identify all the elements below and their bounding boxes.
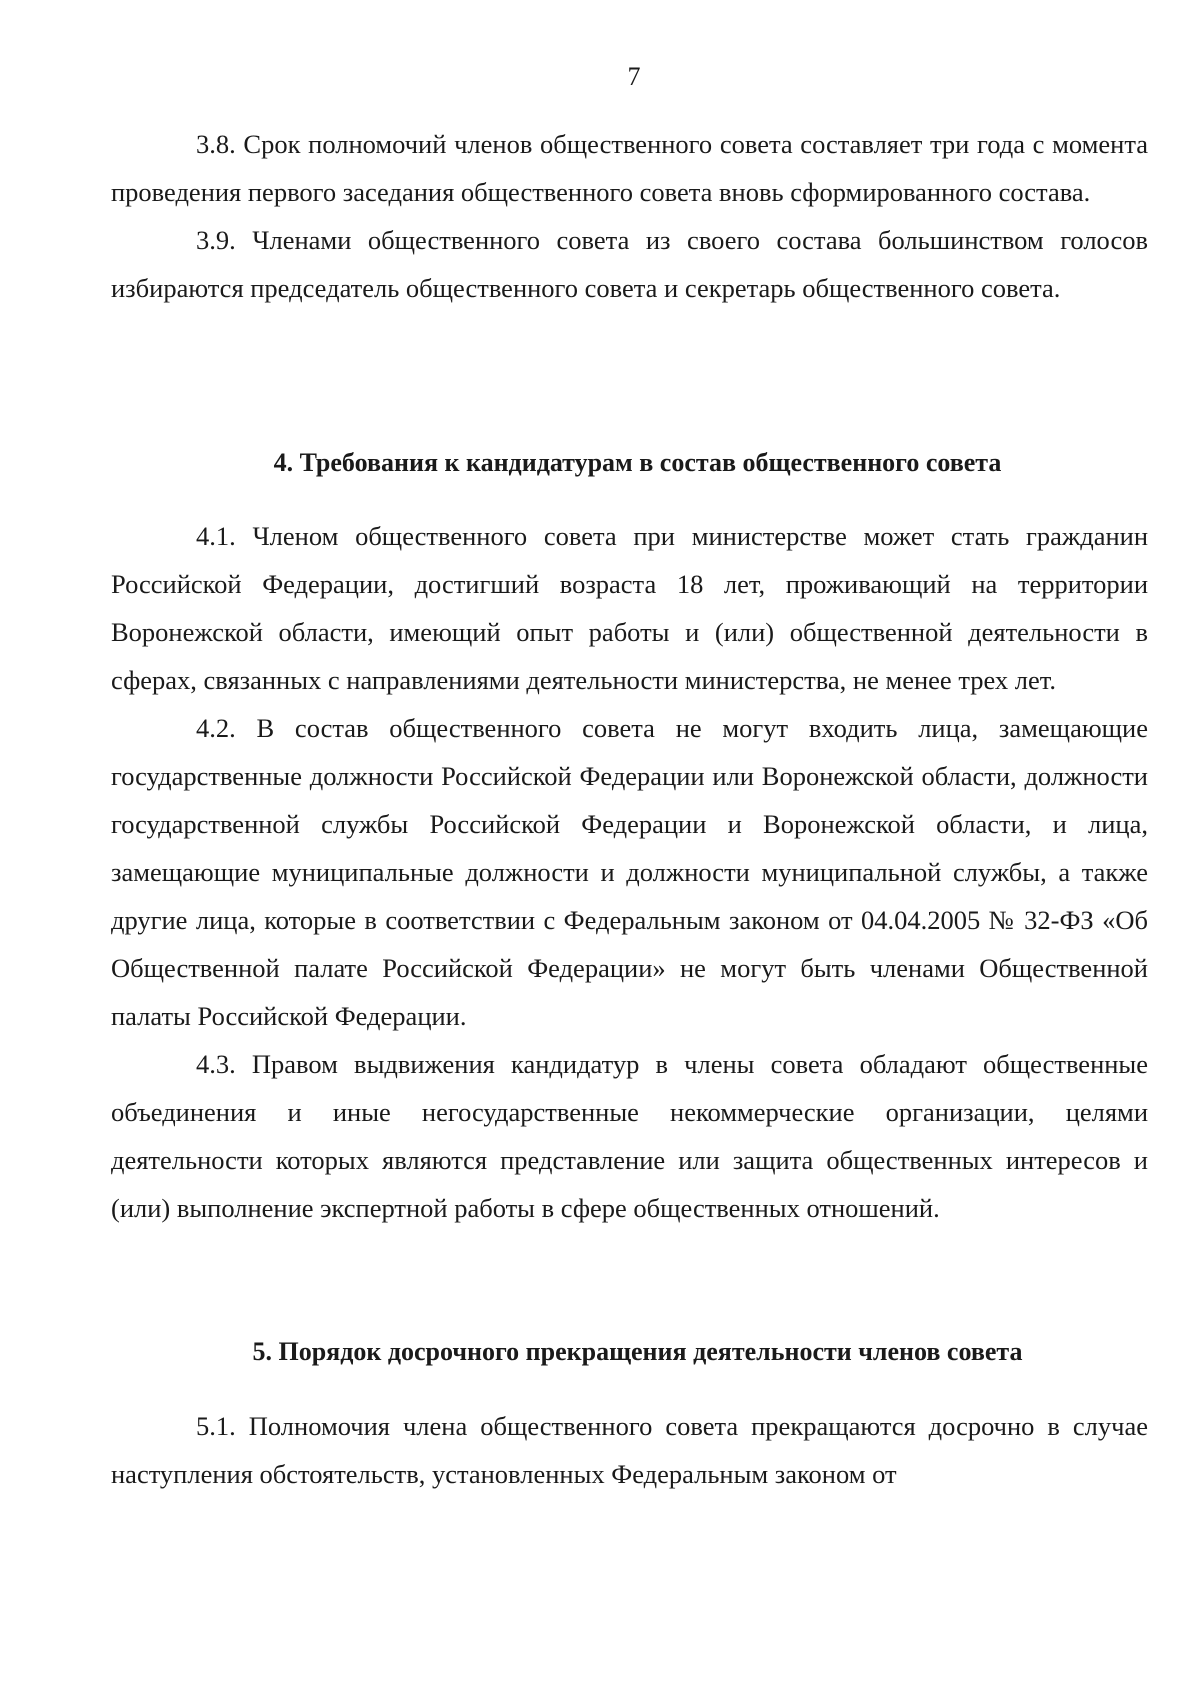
paragraph-3-9: 3.9. Членами общественного совета из своего состава большинством голосов избираются председатель общественного совета и секретарь общественного совета. bbox=[111, 225, 1148, 303]
paragraph-3-8: 3.8. Срок полномочий членов общественного совета составляет три года с момента проведения первого заседания общественного совета вновь сформированного состава. bbox=[111, 129, 1148, 207]
page-number: 7 bbox=[627, 62, 641, 91]
paragraph-4-1: 4.1. Членом общественного совета при министерстве может стать гражданин Российской Федерации, достигший возраста 18 лет, проживающий на территории Воронежской области, имеющий опыт работы и (или) общественной деятельности в сферах, связанных с направлениями деятельности министерства, не менее трех лет. bbox=[111, 521, 1148, 695]
section-5-heading: 5. Порядок досрочного прекращения деятельности членов совета bbox=[252, 1337, 1023, 1366]
section-5-body bbox=[111, 1402, 1148, 1498]
paragraph-5-1: 5.1. Полномочия члена общественного совета прекращаются досрочно в случае наступления обстоятельств, установленных Федеральным законом от bbox=[111, 1411, 1148, 1489]
paragraph-4-2: 4.2. В состав общественного совета не могут входить лица, замещающие государственные должности Российской Федерации или Воронежской области, должности государственной службы Российской Федерации и Воронежской области, и лица, замещающие муниципальные должности и должности муниципальной службы, а также другие лица, которые в соответствии с Федеральным законом от 04.04.2005 № 32-ФЗ «Об Общественной палате Российской Федерации» не могут быть членами Общественной палаты Российской Федерации. bbox=[111, 713, 1148, 1031]
section-3-continuation bbox=[111, 120, 1148, 312]
section-4-body bbox=[111, 512, 1148, 1232]
paragraph-4-3: 4.3. Правом выдвижения кандидатур в члены совета обладают общественные объединения и иные негосударственные некоммерческие организации, целями деятельности которых являются представление или защита общественных интересов и (или) выполнение экспертной работы в сфере общественных отношений. bbox=[111, 1049, 1148, 1223]
section-4-heading: 4. Требования к кандидатурам в состав общественного совета bbox=[273, 448, 1002, 477]
